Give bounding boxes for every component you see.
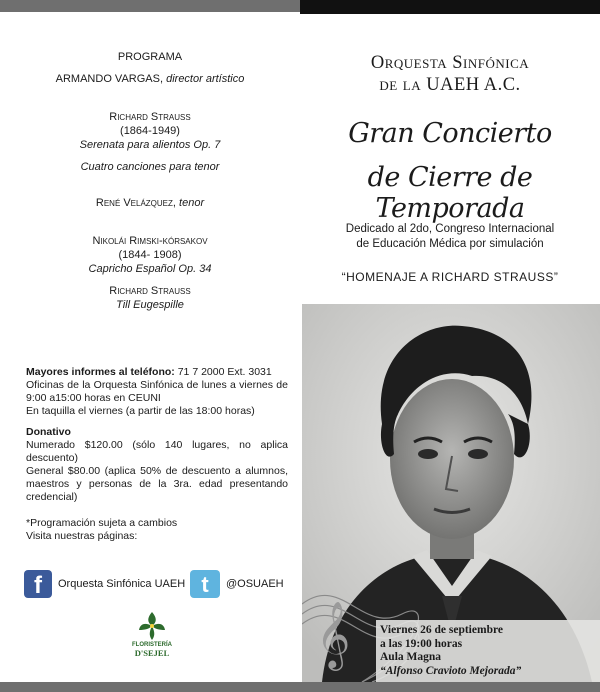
twitter-link[interactable] [190,568,284,600]
visit-pages: Visita nuestras páginas: [26,530,138,542]
phone-label: Mayores informes al teléfono: [26,366,175,378]
work-till: Till Eugespille [116,299,184,311]
phone-number: 71 7 2000 Ext. 3031 [177,366,272,378]
twitter-label: @OSUAEH [226,578,284,590]
phone-line [26,366,288,379]
right-panel [300,14,600,682]
donation-info [26,426,288,504]
concert-title-line2: de Cierre de Temporada [367,162,533,224]
event-venue-name: “Alfonso Cravioto Mejorada” [380,664,522,677]
contact-info [26,366,288,418]
dedication [300,222,600,252]
orchestra-line2: de la UAEH A.C. [379,75,521,95]
top-bar-left [0,0,300,12]
homage-title: “HOMENAJE A RICHARD STRAUSS” [341,270,559,284]
composer-years-1: (1864-1949) [120,125,180,137]
dedication-line1: Dedicado al 2do, Congreso Internacional [345,223,555,235]
composer-years-2: (1844- 1908) [118,249,182,261]
facebook-link[interactable] [24,568,185,600]
notes [26,517,288,543]
logo-line1: FLORISTERÍA [132,642,172,648]
bottom-bar [0,682,600,692]
twitter-icon: t [190,570,220,598]
logo-line2: D'SEJEL [134,648,170,658]
facebook-icon: f [24,570,52,598]
performer-role: tenor [179,197,205,209]
dedication-line2: de Educación Médica por simulación [356,238,544,250]
svg-text:𝄞: 𝄞 [316,600,351,668]
concert-title-line1: Gran Concierto [348,118,552,149]
event-time: a las 19:00 horas [380,637,463,650]
donation-numbered: Numerado $120.00 (sólo 140 lugares, no aplica descuento) [26,439,288,464]
work-capricho: Capricho Español Op. 34 [88,263,212,275]
box-office-hours: En taquilla el viernes (a partir de las 18:00 horas) [26,405,255,417]
top-bar-right [300,0,600,14]
composer-rimski: Nikolái Rimski-kórsakov [92,235,208,247]
director-name: ARMANDO VARGAS, [55,73,164,85]
director-role: director artístico [166,73,245,85]
director-line [0,72,300,86]
work-serenata: Serenata para alientos Op. 7 [79,139,221,151]
orchestra-line1: Orquesta Sinfónica [370,53,530,73]
donation-general: General $80.00 (aplica 50% de descuento a alumnos, maestros y personas de la 3ra. edad presentando credencial) [26,465,288,503]
composer-strauss-2: Richard Strauss [109,285,191,297]
orchestra-name [300,52,600,96]
facebook-label: Orquesta Sinfónica UAEH [58,578,186,590]
performer-name: René Velázquez, [95,197,176,209]
event-date: Viernes 26 de septiembre [380,624,503,636]
office-hours: Oficinas de la Orquesta Sinfónica de lunes a viernes de 9:00 a15:00 horas en CEUNI [26,379,288,404]
sponsor-logo [130,610,174,658]
event-venue: Aula Magna [380,651,442,663]
performer-line [0,196,300,210]
composer-strauss-1: Richard Strauss [109,111,191,123]
donation-heading: Donativo [26,426,71,438]
portrait-photo [302,304,600,682]
event-details [380,624,598,678]
program-note: *Programación sujeta a cambios [26,517,178,529]
flower-icon [137,610,167,642]
program-heading: PROGRAMA [117,51,183,63]
work-canciones: Cuatro canciones para tenor [80,161,220,173]
